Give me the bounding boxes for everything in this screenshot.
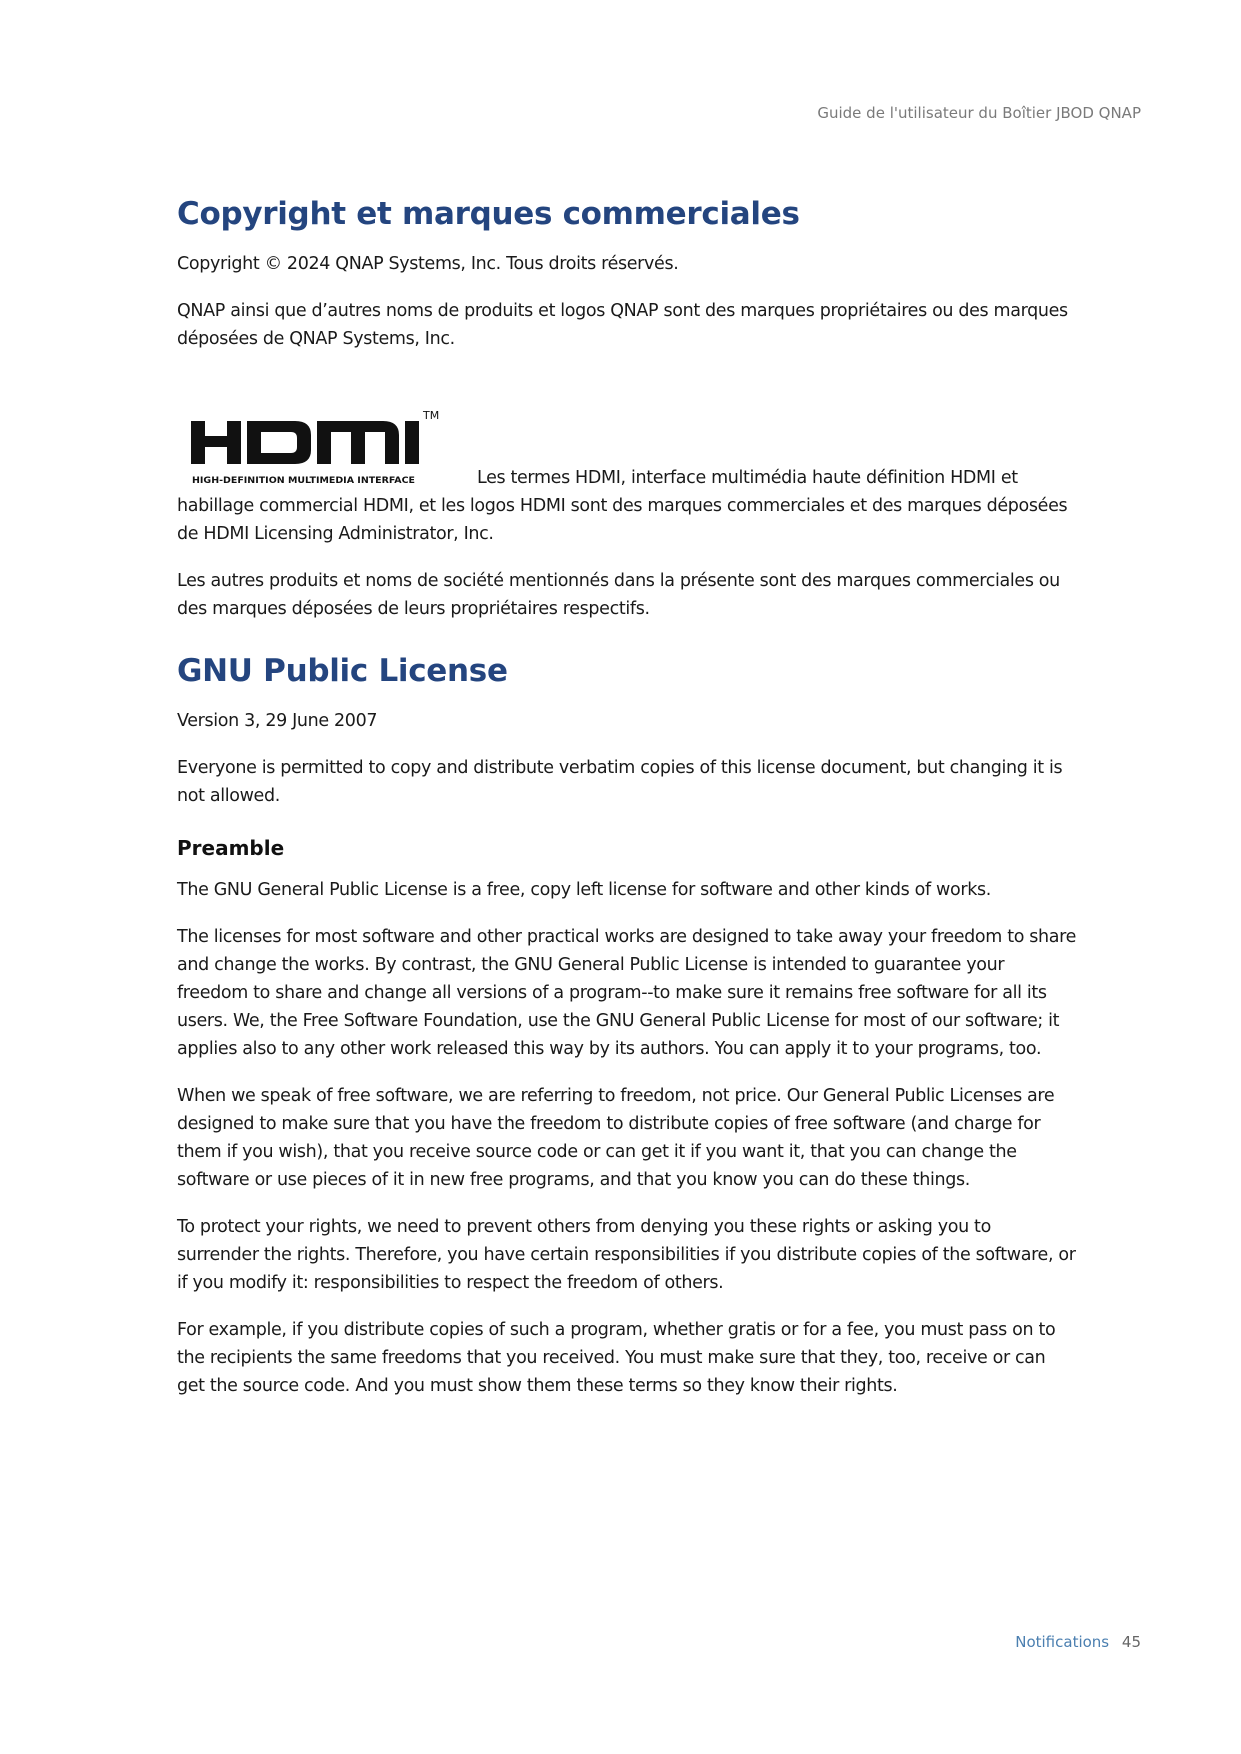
gpl-heading: GNU Public License <box>177 653 508 689</box>
running-header: Guide de l'utilisateur du Boîtier JBOD QNAP <box>817 104 1141 122</box>
hdmi-logo-i <box>405 421 419 464</box>
hdmi-logo-tm: TM <box>423 409 440 422</box>
preamble-paragraph-4: To protect your rights, we need to prevent others from denying you these rights or asking you to surrender the rights. Therefore, you have certain responsibilities if you distribute copies of the software, or if you modify it: responsibilities to respect the freedom of others. <box>177 1217 1076 1293</box>
other-trademarks-paragraph: Les autres produits et noms de société mentionnés dans la présente sont des marques commerciales ou des marques déposées de leurs propriétaires respectifs. <box>177 571 1060 619</box>
page-content <box>177 196 1077 1419</box>
hdmi-trademark-text: Les termes HDMI, interface multimédia haute définition HDMI et habillage commercial HDMI, et les logos HDMI sont des marques commerciales et des marques déposées de HDMI Licensing Administrator, Inc. <box>177 468 1068 544</box>
footer-page-number: 45 <box>1121 1633 1141 1651</box>
page-footer <box>1015 1633 1141 1651</box>
preamble-paragraph-1: The GNU General Public License is a free, copy left license for software and other kinds of works. <box>177 880 991 900</box>
hdmi-trademark-paragraph <box>177 464 1077 548</box>
gpl-version: Version 3, 29 June 2007 <box>177 711 378 731</box>
hdmi-logo-tagline: HIGH-DEFINITION MULTIMEDIA INTERFACE <box>192 476 416 486</box>
qnap-trademark-paragraph: QNAP ainsi que d’autres noms de produits et logos QNAP sont des marques propriétaires ou des marques déposées de QNAP Systems, Inc. <box>177 301 1068 349</box>
copyright-statement: Copyright © 2024 QNAP Systems, Inc. Tous droits réservés. <box>177 254 679 274</box>
copyright-heading: Copyright et marques commerciales <box>177 196 800 232</box>
preamble-paragraph-3: When we speak of free software, we are referring to freedom, not price. Our General Public Licenses are designed to make sure that you have the freedom to distribute copies of free software (and charge for them if you wish), that you receive source code or can get it if you want it, that you can change the software or use pieces of it in new free programs, and that you know you can do these things. <box>177 1086 1055 1190</box>
hdmi-logo-h-left <box>191 421 205 464</box>
hdmi-logo-d <box>247 421 311 464</box>
preamble-paragraph-5: For example, if you distribute copies of such a program, whether gratis or for a fee, you must pass on to the recipients the same freedoms that you received. You must make sure that they, too, receive or can get the source code. And you must show them these terms so they know their rights. <box>177 1320 1056 1396</box>
preamble-paragraph-2: The licenses for most software and other practical works are designed to take away your freedom to share and change the works. By contrast, the GNU General Public License is intended to guarantee your freedom to share and change all versions of a program--to make sure it remains free software for all its users. We, the Free Software Foundation, use the GNU General Public License for most of our software; it applies also to any other work released this way by its authors. You can apply it to your programs, too. <box>177 927 1077 1059</box>
hdmi-logo-h-bar <box>205 436 227 447</box>
hdmi-logo-h-right <box>227 421 241 464</box>
hdmi-logo-m <box>317 421 399 464</box>
gpl-permission-paragraph: Everyone is permitted to copy and distribute verbatim copies of this license document, but changing it is not allowed. <box>177 758 1063 806</box>
preamble-heading: Preamble <box>177 836 285 860</box>
footer-section-link[interactable]: Notifications <box>1015 1633 1110 1651</box>
